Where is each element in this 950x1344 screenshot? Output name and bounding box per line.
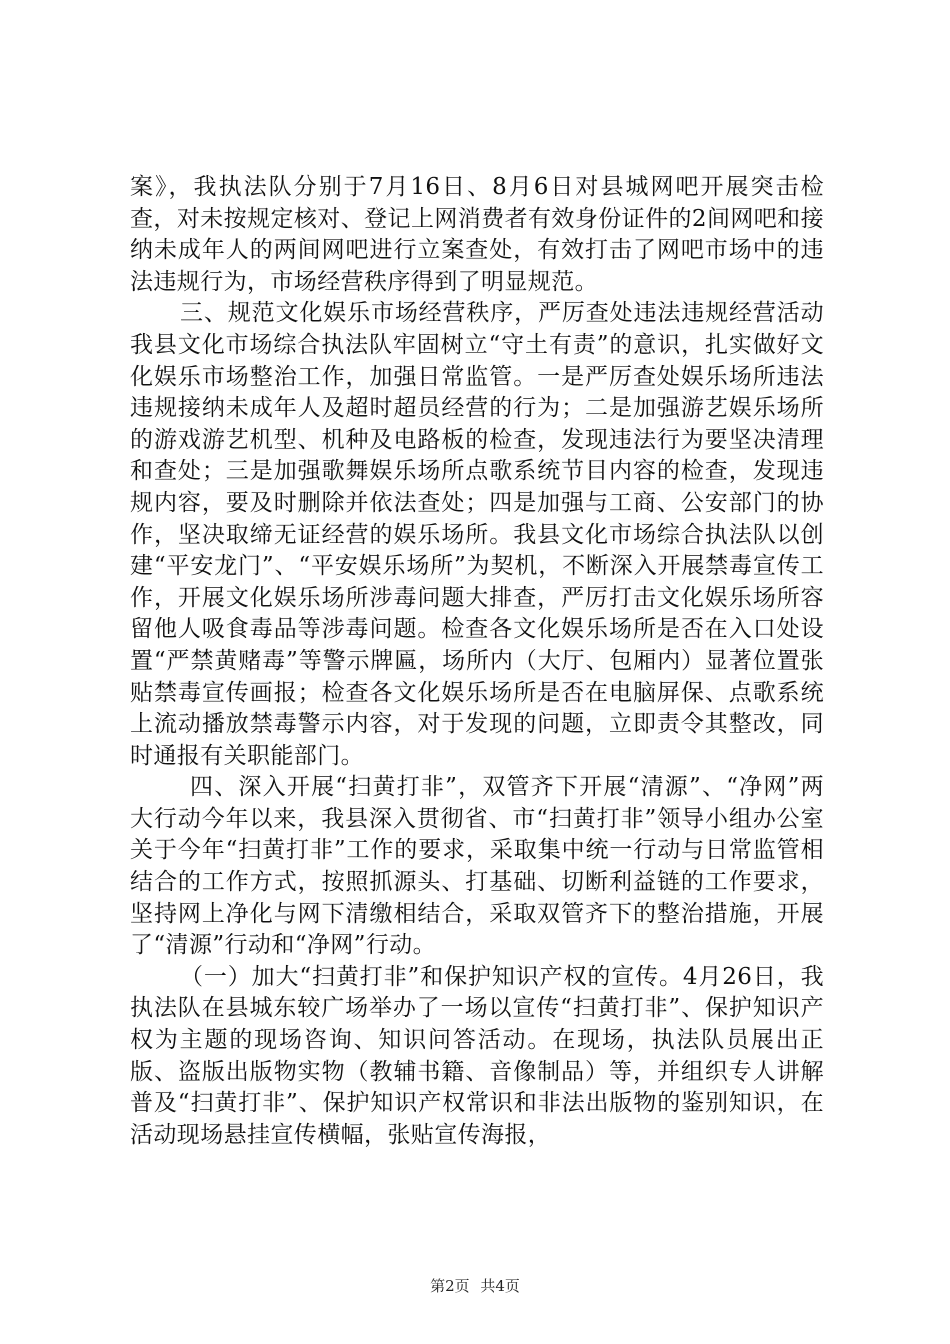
paragraph-subsection-one: （一）加大“扫黄打非”和保护知识产权的宣传。4月26日，我执法队在县城东较广场举办了一场以宣传“扫黄打非”、保护知识产权为主题的现场咨询、知识问答活动。在现场，执法队员展出正版、盗版出版物实物（教辅书籍、音像制品）等，并组织专人讲解普及“扫黄打非”、保护知识产权常识和非法出版物的鉴别知识，在活动现场悬挂宣传横幅，张贴宣传海报， [130,963,824,1148]
document-body [130,172,824,1151]
page-footer [0,1276,950,1296]
page-number: 第2页 [430,1277,470,1295]
paragraph-section-four: 四、深入开展“扫黄打非”，双管齐下开展“清源”、“净网”两大行动今年以来，我县深入贯彻省、市“扫黄打非”领导小组办公室关于今年“扫黄打非”工作的要求，采取集中统一行动与日常监管相结合的工作方式，按照抓源头、打基础、切断利益链的工作要求，坚持网上净化与网下清缴相结合，采取双管齐下的整治措施，开展了“清源”行动和“净网”行动。 [130,774,824,959]
page-total: 共4页 [480,1277,520,1295]
paragraph-section-three: 三、规范文化娱乐市场经营秩序，严厉查处违法违规经营活动我县文化市场综合执法队牢固树立“守土有责”的意识，扎实做好文化娱乐市场整治工作，加强日常监管。一是严厉查处娱乐场所违法违规接纳未成年人及超时超员经营的行为；二是加强游艺娱乐场所的游戏游艺机型、机种及电路板的检查，发现违法行为要坚决清理和查处；三是加强歌舞娱乐场所点歌系统节目内容的检查，发现违规内容，要及时删除并依法查处；四是加强与工商、公安部门的协作，坚决取缔无证经营的娱乐场所。我县文化市场综合执法队以创建“平安龙门”、“平安娱乐场所”为契机，不断深入开展禁毒宣传工作，开展文化娱乐场所涉毒问题大排查，严厉打击文化娱乐场所容留他人吸食毒品等涉毒问题。检查各文化娱乐场所是否在入口处设置“严禁黄赌毒”等警示牌匾，场所内（大厅、包厢内）显著位置张贴禁毒宣传画报；检查各文化娱乐场所是否在电脑屏保、点歌系统上流动播放禁毒警示内容，对于发现的问题，立即责令其整改，同时通报有关职能部门。 [130,300,824,769]
paragraph-continuation: 案》，我执法队分别于7月16日、8月6日对县城网吧开展突击检查，对未按规定核对、登记上网消费者有效身份证件的2间网吧和接纳未成年人的两间网吧进行立案查处，有效打击了网吧市场中的违法违规行为，市场经营秩序得到了明显规范。 [130,174,824,295]
